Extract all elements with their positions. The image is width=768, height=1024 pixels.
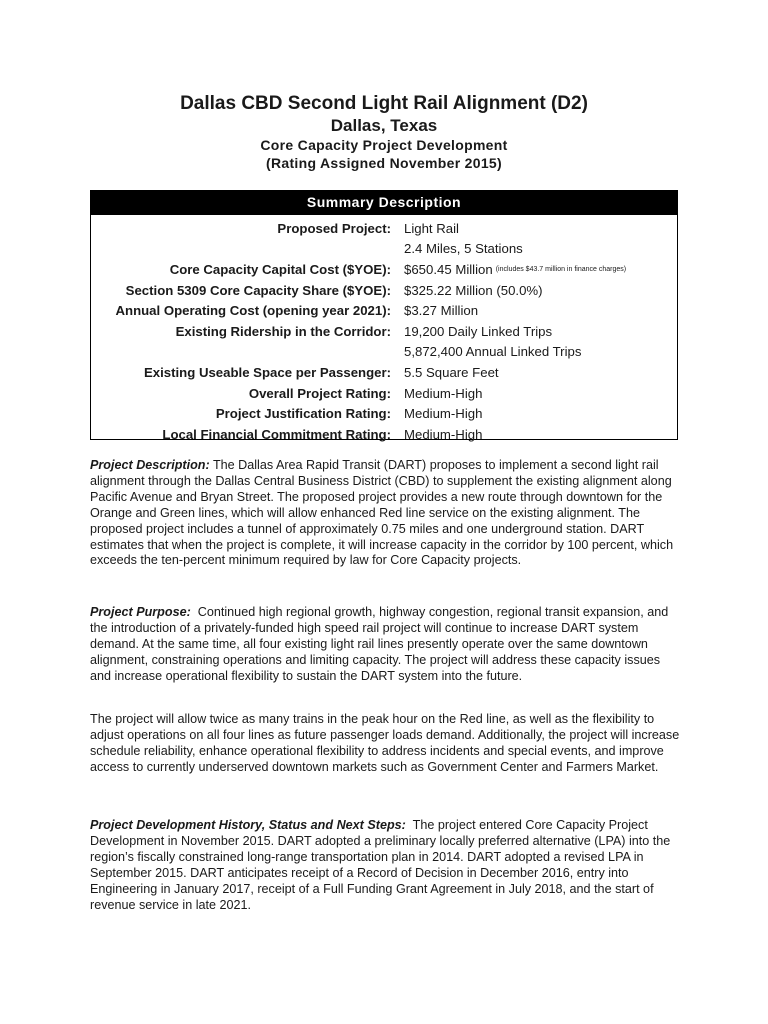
section-lead: Project Development History, Status and Next Steps: [90,818,406,832]
row-label: Annual Operating Cost (opening year 2021): [115,303,391,319]
row-value: $650.45 Million [404,261,493,277]
project-purpose-paragraph [90,605,680,685]
summary-row [91,362,677,383]
row-value: Medium-High [404,426,483,442]
page-title: Dallas CBD Second Light Rail Alignment (D2) [180,93,588,114]
row-value: Medium-High [404,406,483,422]
summary-row [91,403,677,424]
row-value: 5.5 Square Feet [404,364,499,380]
row-label: Local Financial Commitment Rating: [162,426,391,442]
row-label: Existing Useable Space per Passenger: [143,364,391,380]
summary-row [91,383,677,404]
row-label: Overall Project Rating: [248,385,391,401]
summary-rows [91,215,677,445]
row-value: $325.22 Million (50.0%) [404,282,543,298]
section-text: The project entered Core Capacity Project Development in November 2015. DART adopted a preliminary locally preferred alternative (LPA) into the region’s fiscally constrained long-range transportation plan in 2014. DART adopted a revised LPA in September 2015. DART anticipates receipt of a Record of Decision in December 2016, entry into Engineering in January 2017, receipt of a Full Funding Grant Agreement in July 2018, and the start of revenue service in late 2021. [90,818,671,912]
summary-row [91,424,677,445]
project-history-paragraph [90,818,680,913]
row-label: Existing Ridership in the Corridor: [175,323,391,339]
section-lead: Project Purpose: [90,605,191,619]
row-value: 19,200 Daily Linked Trips [404,323,553,339]
summary-row [91,300,677,321]
project-purpose-section [90,605,680,685]
summary-heading: Summary Description [91,191,677,215]
row-value: Medium-High [404,385,483,401]
project-purpose-paragraph-2: The project will allow twice as many trains in the peak hour on the Red line, as well as the flexibility to adjust operations on all four lines as future passenger loads demand. Additionally, the project will increase schedule reliability, enhance operational flexibility to address incidents and special events, and improve access to currently underserved downtown markets such as Government Center and Farmers Market. [90,712,680,774]
summary-row [91,259,677,280]
section-lead: Project Description: [90,458,210,472]
project-description-section [90,458,680,569]
summary-row [91,218,677,239]
project-phase: Core Capacity Project Development [260,137,508,153]
project-description-paragraph [90,458,680,569]
row-value: $3.27 Million [404,303,479,319]
summary-row [91,321,677,342]
row-value: 2.4 Miles, 5 Stations [404,241,523,257]
row-label: Proposed Project: [277,220,391,236]
project-location: Dallas, Texas [330,116,438,135]
row-value: 5,872,400 Annual Linked Trips [404,344,582,360]
row-label: Core Capacity Capital Cost ($YOE): [169,261,391,277]
document-header [0,92,768,172]
summary-row [91,342,677,363]
rating-date: (Rating Assigned November 2015) [266,155,502,171]
row-note: (includes $43.7 million in finance charges) [495,265,627,273]
project-purpose-continued [90,712,680,776]
section-text: The Dallas Area Rapid Transit (DART) proposes to implement a second light rail alignment through the Dallas Central Business District (CBD) to supplement the existing alignment along Pacific Avenue and Bryan Street. The proposed project provides a new route through downtown for the Orange and Green lines, which will allow enhanced Red line service on the existing alignment. The proposed project includes a tunnel of approximately 0.75 miles and one underground station. DART estimates that when the project is complete, it will increase capacity in the corridor by 100 percent, which exceeds the ten-percent minimum required by law for Core Capacity projects. [90,458,674,568]
summary-table [90,190,678,440]
summary-row [91,239,677,260]
row-label: Section 5309 Core Capacity Share ($YOE): [125,282,391,298]
project-history-section [90,818,680,913]
summary-row [91,280,677,301]
row-label: Project Justification Rating: [215,406,391,422]
row-value: Light Rail [404,220,459,236]
section-text: Continued high regional growth, highway congestion, regional transit expansion, and the introduction of a privately-funded high speed rail project will continue to increase DART system demand. At the same time, all four existing light rail lines presently operate over the same downtown alignment, constraining operations and limiting capacity. The project will address these capacity issues and increase operational flexibility to sustain the DART system into the future. [90,605,669,683]
